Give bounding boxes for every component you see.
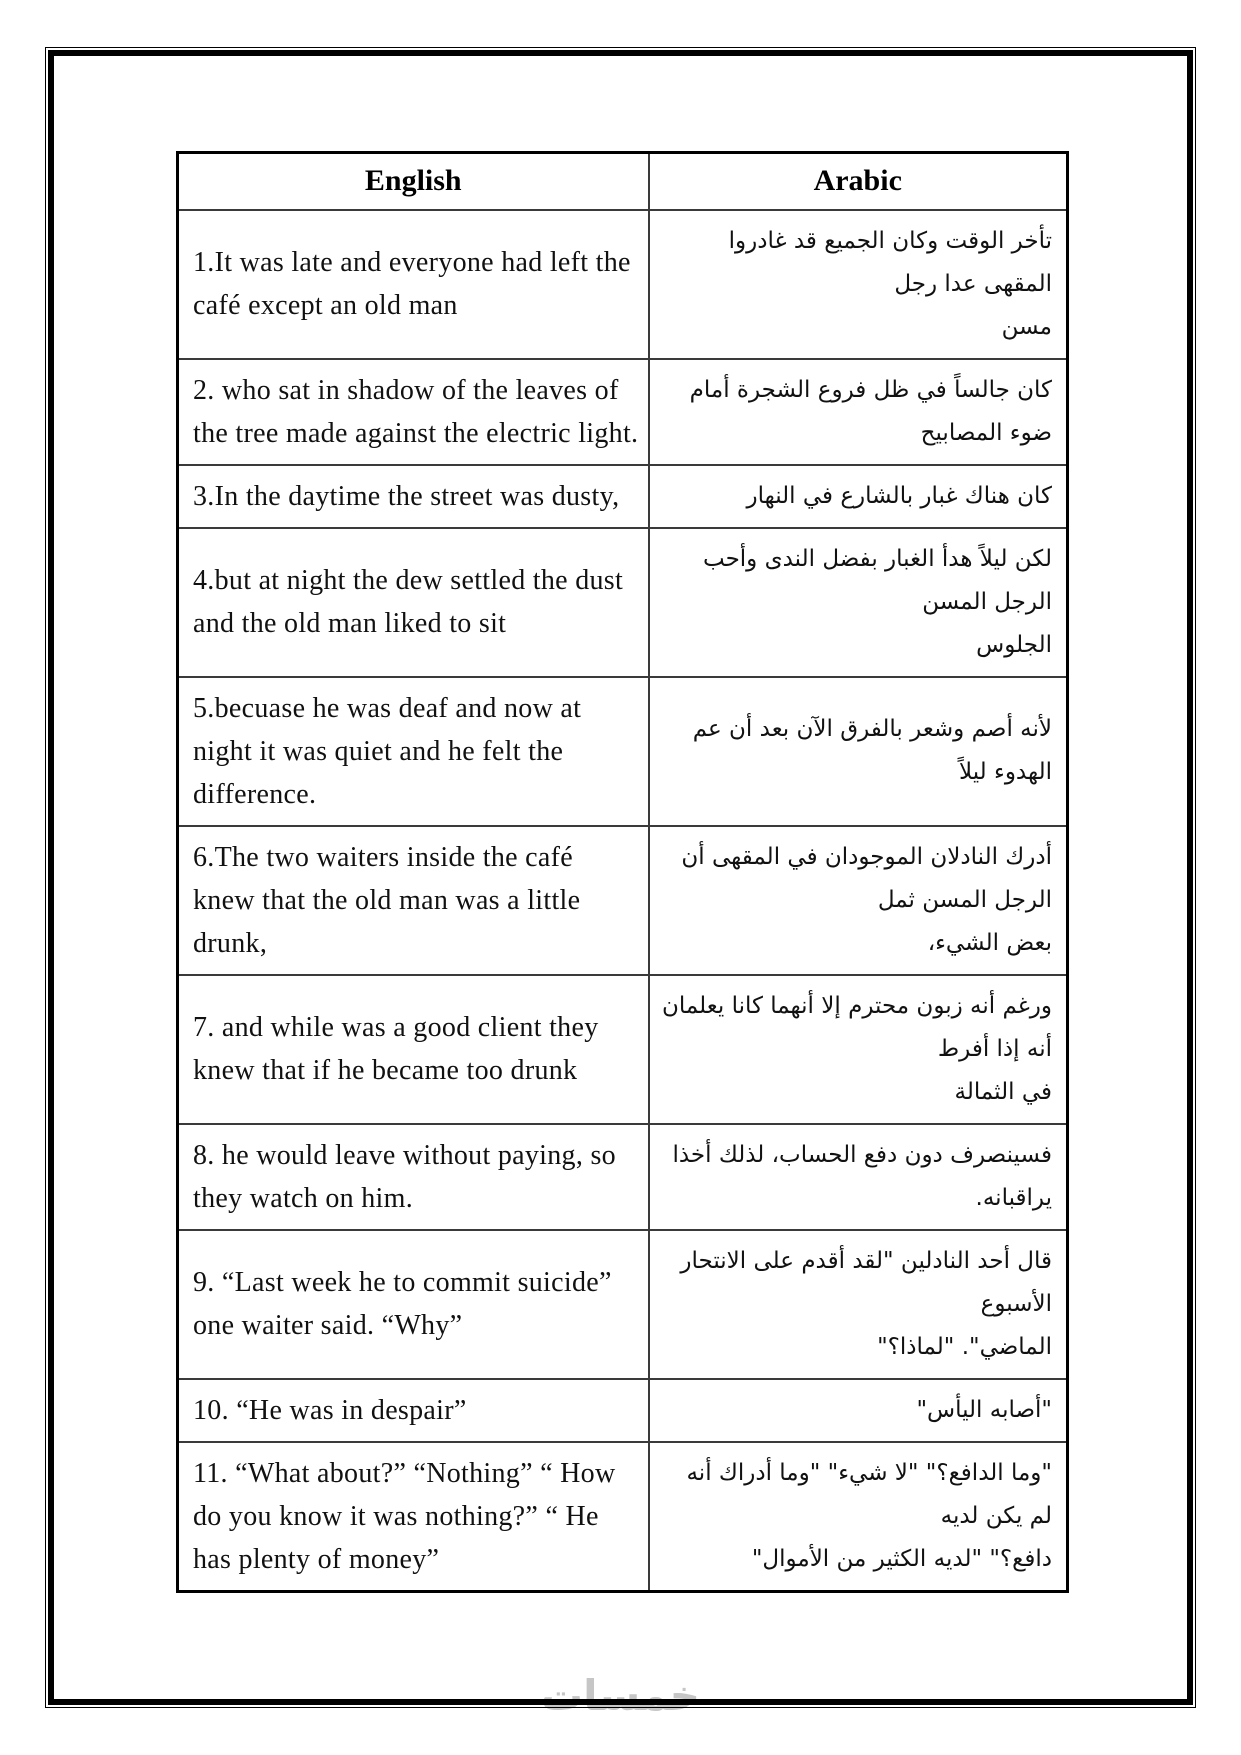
cell-english (178, 528, 649, 677)
arabic-text-line: أدرك النادلان الموجودان في المقهى أن الرجل المسن ثمل (681, 843, 1052, 913)
cell-arabic (649, 1124, 1068, 1230)
english-text-line: 9. “Last week he to commit suicide” (193, 1267, 612, 1298)
table-row (178, 465, 1068, 528)
cell-english (178, 359, 649, 465)
table-row (178, 1442, 1068, 1592)
table-row (178, 677, 1068, 826)
cell-english (178, 1442, 649, 1592)
arabic-text-line: الجلوس (976, 631, 1052, 658)
arabic-text-line: بعض الشيء، (927, 929, 1052, 956)
arabic-text-line: قال أحد النادلين "لقد أقدم على الانتحار الأسبوع (680, 1247, 1052, 1317)
english-text-line: 1.It was late and everyone had left the (193, 247, 631, 278)
translation-table (176, 151, 1069, 1593)
english-text-line: knew that the old man was a little (193, 884, 581, 916)
english-text-line: difference. (193, 778, 317, 810)
cell-arabic (649, 677, 1068, 826)
english-text-line: drunk, (193, 927, 268, 959)
table-row (178, 1379, 1068, 1442)
arabic-text-line: تأخر الوقت وكان الجميع قد غادروا المقهى عدا رجل (728, 227, 1052, 297)
table-row (178, 528, 1068, 677)
table-row (178, 1124, 1068, 1230)
arabic-text-line: ورغم أنه زبون محترم إلا أنهما كانا يعلمان أنه إذا أفرط (661, 992, 1052, 1062)
arabic-text-line: كان جالساً في ظل فروع الشجرة أمام ضوء المصابيح (689, 376, 1052, 446)
english-text-line: 7. and while was a good client they (193, 1012, 599, 1043)
cell-arabic (649, 1379, 1068, 1442)
cell-english (178, 975, 649, 1124)
translation-table-container (176, 151, 1069, 1593)
cell-arabic (649, 528, 1068, 677)
english-text-line: 4.but at night the dew settled the dust (193, 565, 624, 596)
english-text-line: do you know it was nothing?” “ He (193, 1500, 599, 1532)
cell-arabic (649, 975, 1068, 1124)
cell-english (178, 210, 649, 359)
english-text-line: and the old man liked to sit (193, 608, 507, 639)
cell-arabic (649, 1230, 1068, 1379)
cell-arabic (649, 826, 1068, 975)
table-body (178, 210, 1068, 1592)
table-row (178, 1230, 1068, 1379)
arabic-text-line: دافع؟" "لديه الكثير من الأموال" (751, 1545, 1052, 1572)
cell-arabic (649, 359, 1068, 465)
cell-english (178, 1230, 649, 1379)
cell-arabic (649, 210, 1068, 359)
english-text-line: has plenty of money” (193, 1543, 440, 1575)
column-header-english: English (178, 153, 649, 210)
english-text-line: one waiter said. “Why” (193, 1310, 463, 1341)
english-text-line: 8. he would leave without paying, so (193, 1139, 616, 1171)
table-row (178, 975, 1068, 1124)
table-header-row (178, 153, 1068, 210)
table-row (178, 826, 1068, 975)
english-text-line: night it was quiet and he felt the (193, 735, 564, 767)
cell-english (178, 1379, 649, 1442)
table-row (178, 359, 1068, 465)
khamsat-watermark: خمسات (540, 1671, 701, 1720)
arabic-text-line: "أصابه اليأس" (916, 1396, 1052, 1423)
arabic-text-line: كان هناك غبار بالشارع في النهار (746, 482, 1052, 509)
english-text-line: they watch on him. (193, 1182, 414, 1214)
cell-arabic (649, 465, 1068, 528)
cell-english (178, 826, 649, 975)
english-text-line: knew that if he became too drunk (193, 1055, 578, 1086)
table-row (178, 210, 1068, 359)
cell-arabic (649, 1442, 1068, 1592)
arabic-text-line: الماضي". "لماذا؟" (877, 1333, 1052, 1360)
cell-english (178, 1124, 649, 1230)
english-text-line: 2. who sat in shadow of the leaves of (193, 374, 619, 406)
arabic-text-line: مسن (1001, 313, 1052, 340)
column-header-arabic: Arabic (649, 153, 1068, 210)
arabic-text-line: "وما الدافع؟" "لا شيء" "وما أدراك أنه لم يكن لديه (686, 1459, 1052, 1529)
english-text-line: 11. “What about?” “Nothing” “ How (193, 1457, 616, 1489)
english-text-line: 10. “He was in despair” (193, 1394, 467, 1426)
cell-english (178, 677, 649, 826)
arabic-text-line: لكن ليلاً هدأ الغبار بفضل الندى وأحب الرجل المسن (702, 545, 1052, 615)
english-text-line: café except an old man (193, 290, 458, 321)
english-text-line: 6.The two waiters inside the café (193, 841, 573, 873)
cell-english (178, 465, 649, 528)
english-text-line: 3.In the daytime the street was dusty, (193, 480, 620, 512)
english-text-line: 5.becuase he was deaf and now at (193, 692, 582, 724)
arabic-text-line: لأنه أصم وشعر بالفرق الآن بعد أن عم الهدوء ليلاً (692, 716, 1052, 785)
arabic-text-line: فسينصرف دون دفع الحساب، لذلك أخذا يراقبانه. (672, 1141, 1052, 1211)
arabic-text-line: في الثمالة (954, 1078, 1052, 1105)
english-text-line: the tree made against the electric light. (193, 417, 639, 449)
